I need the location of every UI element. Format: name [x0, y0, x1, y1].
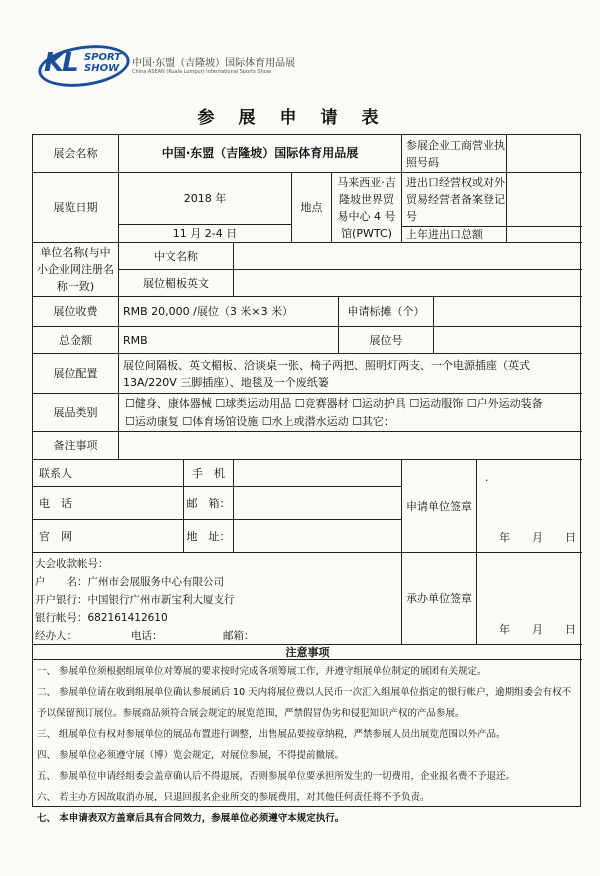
bank-title: 大会收款帐号： [35, 558, 109, 570]
categories-line1[interactable]: ☐健身、康体器械 ☐球类运动用品 ☐竞赛器材 ☐运动护具 ☐运动服饰 ☐户外运动装备 [125, 396, 543, 410]
en-board-label: 展位楣板英文 [118, 269, 233, 296]
organizer-date: 年 月 日 [499, 623, 576, 636]
apply-std-label: 申请标摊（个） [338, 296, 433, 326]
applicant-seal-label: 申请单位签章 [401, 459, 476, 552]
license-input[interactable] [506, 135, 582, 172]
category-label: 展品类别 [33, 393, 118, 431]
handler-phone-label: 电话： [131, 630, 163, 642]
date-label: 展览日期 [33, 172, 118, 242]
location-value: 马来西亚·吉隆坡世界贸易中心 4 号馆(PWTC) [331, 172, 401, 242]
apply-std-input[interactable] [433, 296, 582, 326]
note-item: 五、 参展单位申请经组委会盖章确认后不得退展，否则参展单位要承担所发生的一切费用，企业报名费不予退还。 [37, 771, 516, 782]
handler-email-label: 邮箱： [223, 630, 255, 642]
application-form-table [32, 134, 581, 824]
category-checkboxes[interactable] [118, 393, 582, 431]
last-year-label: 上年进出口总额 [401, 226, 506, 242]
handler-label: 经办人： [35, 630, 77, 642]
booth-fee-value: RMB 20,000 /展位（3 米×3 米） [118, 296, 338, 326]
license-label: 参展企业工商营业执照号码 [401, 135, 506, 172]
notes-list [33, 661, 582, 829]
categories-line2[interactable]: ☐运动康复 ☐体育场馆设施 ☐水上或潜水运动 ☐其它： [125, 414, 395, 428]
mobile-label: 手 机 [183, 459, 233, 486]
en-board-input[interactable] [233, 269, 582, 296]
trade-rights-input[interactable] [506, 172, 582, 226]
logo-sport-show-text: SPORT SHOW [84, 52, 122, 74]
last-year-input[interactable] [506, 226, 582, 242]
note-item: 三、 组展单位有权对参展单位的展品布置进行调整，出售展品要按章纳税，严禁参展人员出展览范围以外产品。 [37, 729, 506, 740]
header-title-cn: 中国·东盟（吉隆坡）国际体育用品展 [132, 58, 296, 69]
phone-label: 电 话 [33, 486, 78, 519]
note-item: 予以保留预订展位。参展商品须符合展会规定的展览范围，严禁假冒伪劣和侵犯知识产权的产品参展。 [37, 708, 465, 719]
note-item: 六、 若主办方因故取消办展，只退回报名企业所交的参展费用，对其他任何责任将不予负责。 [37, 792, 430, 803]
logo-kl-text: KL [44, 48, 77, 78]
handler-row [35, 627, 399, 645]
remarks-label: 备注事项 [33, 431, 118, 459]
email-label: 邮 箱： [183, 486, 233, 519]
cn-name-input[interactable] [233, 242, 582, 269]
email-input[interactable] [233, 486, 401, 519]
account-name: 户 名：广州市会展服务中心有限公司 [35, 576, 224, 588]
website-label: 官 网 [33, 519, 78, 552]
total-value: RMB [118, 326, 338, 353]
mobile-input[interactable] [233, 459, 401, 486]
date-days: 11 月 2-4 日 [118, 224, 291, 242]
applicant-dot: · [485, 474, 489, 487]
applicant-date: 年 月 日 [499, 531, 576, 544]
contact-label: 联系人 [33, 459, 78, 486]
note-item: 四、 参展单位必须遵守展（博）览会规定，对展位参展，不得提前撤展。 [37, 750, 345, 761]
phone-input[interactable] [78, 486, 183, 519]
form-title: 参展申请表 [197, 108, 403, 128]
note-item: 二、 参展单位请在收到组展单位确认参展函后 10 天内将展位费以人民币一次汇入组展单位指定的银行帐户，逾期组委会有权不 [37, 687, 572, 698]
exhibition-name-value: 中国·东盟（吉隆坡）国际体育用品展 [118, 135, 401, 172]
bank-name: 开户银行：中国银行广州市新宝利大厦支行 [35, 594, 235, 606]
config-label: 展位配置 [33, 353, 118, 393]
trade-rights-label: 进出口经营权或对外贸易经营者备案登记号 [401, 172, 506, 226]
company-label: 单位名称(与中小企业网注册名称一致) [33, 242, 118, 296]
contact-input[interactable] [78, 459, 183, 486]
date-year: 2018 年 [118, 172, 291, 224]
total-label: 总金额 [33, 326, 118, 353]
location-label: 地点 [291, 172, 331, 242]
note-item: 七、 本申请表双方盖章后具有合同效力，参展单位必须遵守本规定执行。 [37, 813, 345, 824]
header-title-en: China ASEAN (Kuala Lumpur) International Sports Show [132, 69, 271, 75]
config-value: 展位间隔板、英文楣板、洽谈桌一张、椅子两把、照明灯两支、一个电源插座（英式 13A/220V 三脚插座）、地毯及一个废纸篓 [118, 353, 582, 393]
applicant-seal-area[interactable] [476, 459, 582, 552]
booth-no-input[interactable] [433, 326, 582, 353]
remarks-input[interactable] [118, 431, 582, 459]
address-input[interactable] [233, 519, 401, 552]
bank-account: 银行帐号：682161412610 [35, 612, 168, 624]
notes-title: 注意事项 [33, 644, 582, 660]
organizer-seal-area[interactable] [476, 552, 582, 644]
exhibition-name-label: 展会名称 [53, 147, 98, 160]
kl-sport-show-logo [38, 44, 128, 84]
cn-name-label: 中文名称 [118, 242, 233, 269]
organizer-seal-label: 承办单位签章 [401, 552, 476, 644]
booth-fee-label: 展位收费 [33, 296, 118, 326]
bank-info-block [33, 552, 401, 644]
address-label: 地 址： [183, 519, 233, 552]
booth-no-label: 展位号 [338, 326, 433, 353]
note-item: 一、 参展单位须根据组展单位对筹展的要求按时完成各项筹展工作，并遵守组展单位制定的展团有关规定。 [37, 666, 487, 677]
website-input[interactable] [78, 519, 183, 552]
